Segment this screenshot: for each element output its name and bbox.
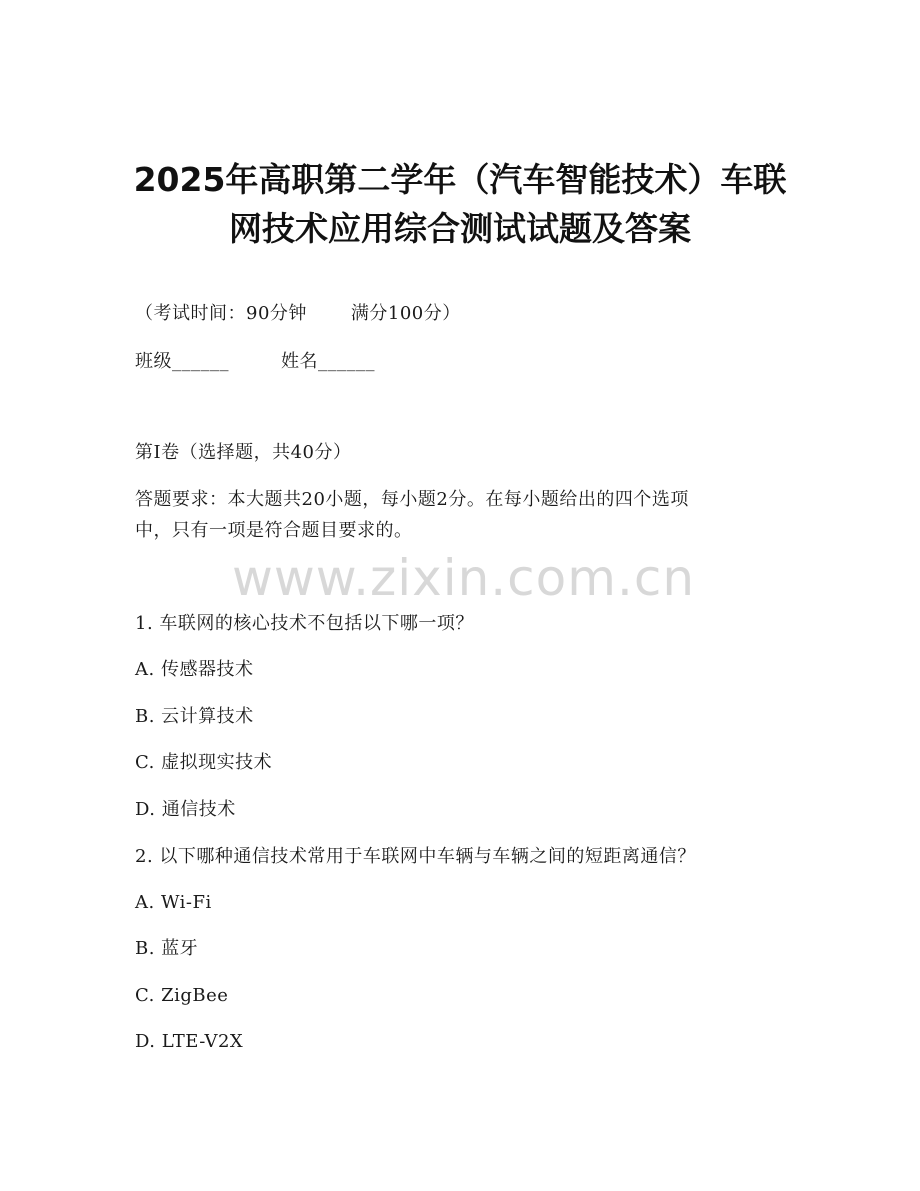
section-heading: 第I卷（选择题，共40分） xyxy=(135,442,352,463)
class-field-label: 班级______ xyxy=(135,351,229,372)
exam-time: （考试时间：90分钟 xyxy=(135,303,307,324)
name-field-label: 姓名______ xyxy=(281,351,375,372)
question-1-option-c: C. 虚拟现实技术 xyxy=(135,752,273,773)
question-1-option-d: D. 通信技术 xyxy=(135,799,236,820)
document-title-line-2: 网技术应用综合测试试题及答案 xyxy=(229,209,691,248)
exam-info xyxy=(135,302,461,326)
instructions-line-2: 中，只有一项是符合题目要求的。 xyxy=(135,520,413,541)
question-2-stem: 2. 以下哪种通信技术常用于车联网中车辆与车辆之间的短距离通信？ xyxy=(135,846,696,867)
question-1-option-a: A. 传感器技术 xyxy=(135,659,254,680)
question-2-option-b: B. 蓝牙 xyxy=(135,938,199,959)
question-2-option-d: D. LTE-V2X xyxy=(135,1031,244,1052)
instructions-line-1: 答题要求：本大题共20小题，每小题2分。在每小题给出的四个选项 xyxy=(135,489,689,510)
document-title-line-1: 2025年高职第二学年（汽车智能技术）车联 xyxy=(133,160,787,199)
student-info xyxy=(135,350,375,374)
question-1-stem: 1. 车联网的核心技术不包括以下哪一项？ xyxy=(135,613,474,634)
question-2-option-c: C. ZigBee xyxy=(135,985,229,1006)
question-1-option-b: B. 云计算技术 xyxy=(135,706,254,727)
question-2-option-a: A. Wi-Fi xyxy=(135,892,212,913)
exam-score: 满分100分） xyxy=(350,303,461,324)
watermark-text: www.zixin.com.cn xyxy=(232,549,696,607)
